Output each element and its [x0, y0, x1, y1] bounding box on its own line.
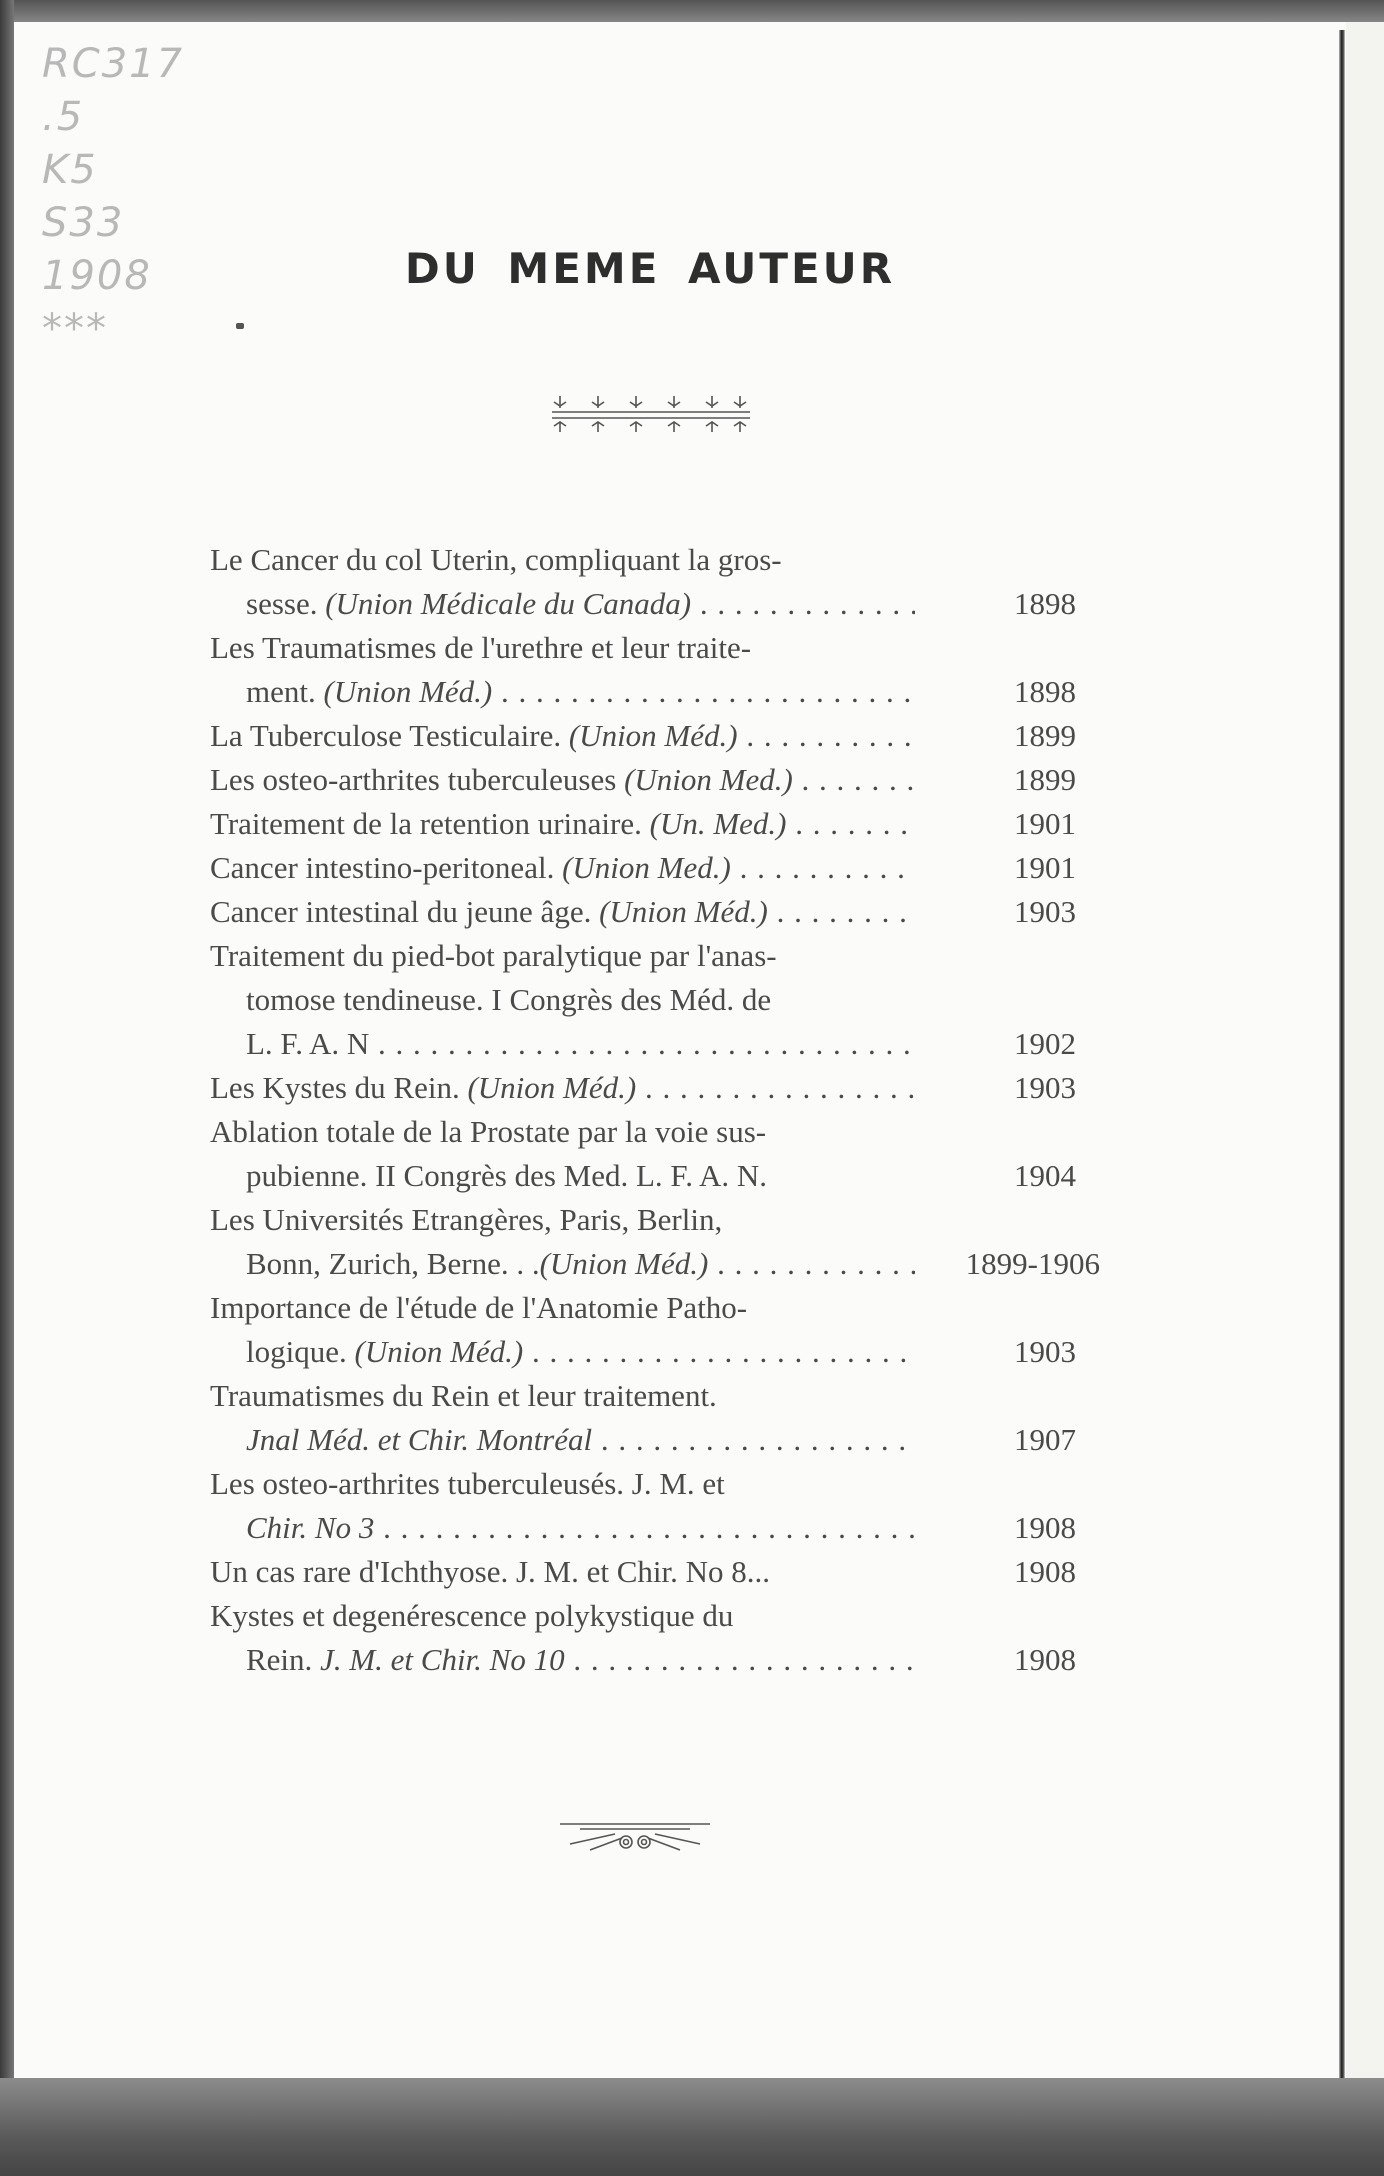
entry-text: Traitement du pied-bot paralytique par l'anas-	[210, 938, 777, 973]
entry-citation	[246, 670, 915, 714]
entry-text: Cancer intestinal du jeune âge.	[210, 894, 600, 929]
call-number-line: .5	[42, 94, 85, 140]
entry-source: (Union Méd.)	[323, 674, 493, 709]
entry-citation	[246, 1638, 915, 1682]
entry-text: Importance de l'étude de l'Anatomie Patho-	[210, 1290, 748, 1325]
bibliography-entry	[210, 758, 1090, 802]
entry-last-line	[210, 714, 1090, 758]
entry-text: Les Kystes du Rein.	[210, 1070, 468, 1105]
entry-year: 1902	[1014, 1026, 1076, 1061]
entry-source: (Union Méd.)	[568, 718, 738, 753]
entry-citation	[246, 1242, 915, 1286]
entry-last-line	[210, 802, 1090, 846]
entry-last-line	[210, 582, 1090, 626]
scan-top-edge	[0, 0, 1384, 24]
entry-line	[210, 1462, 1090, 1506]
entry-text: pubienne. II Congrès des Med. L. F. A. N.	[246, 1158, 768, 1193]
entry-line	[210, 626, 1090, 670]
bibliography-entry	[210, 1198, 1100, 1286]
entry-last-line	[210, 846, 1090, 890]
entry-text: Traumatismes du Rein et leur traitement.	[210, 1378, 717, 1413]
entry-last-line	[210, 1550, 1090, 1594]
entry-year: 1904	[1014, 1158, 1076, 1193]
bibliography-entry	[210, 1110, 1090, 1198]
page-title: DU MEME AUTEUR	[404, 244, 896, 293]
entry-line	[210, 934, 1090, 978]
entry-source: (Un. Med.)	[649, 806, 787, 841]
entry-last-line	[210, 1638, 1090, 1682]
entry-line	[210, 978, 1090, 1022]
entry-year: 1901	[1014, 850, 1076, 885]
call-number-line: RC317	[42, 41, 185, 87]
entry-year: 1903	[1014, 1334, 1076, 1369]
entry-citation	[210, 890, 915, 934]
bibliography-entry	[210, 1462, 1090, 1550]
bibliography-list	[210, 538, 1100, 1682]
entry-year: 1898	[1014, 586, 1076, 621]
entry-source: Chir. No 3	[246, 1510, 375, 1545]
entry-citation	[246, 1418, 915, 1462]
entry-last-line	[210, 1066, 1090, 1110]
entry-source: (Union Méd.)	[599, 894, 768, 929]
entry-text: ment.	[246, 674, 324, 709]
entry-source: Jnal Méd. et Chir. Montréal	[246, 1422, 593, 1457]
entry-text: Un cas rare d'Ichthyose. J. M. et Chir. No 8...	[210, 1554, 771, 1589]
entry-source: (Union Med.)	[624, 762, 793, 797]
call-number-line: ***	[42, 306, 108, 352]
bibliography-entry	[210, 890, 1090, 934]
entry-text: La Tuberculose Testiculaire.	[210, 718, 569, 753]
bibliography-entry	[210, 714, 1090, 758]
entry-last-line	[210, 670, 1090, 714]
entry-year: 1907	[1014, 1422, 1076, 1457]
scan-left-edge	[0, 0, 14, 2176]
entry-last-line	[210, 1330, 1090, 1374]
entry-citation	[246, 1330, 915, 1374]
entry-citation	[210, 714, 915, 758]
entry-last-line	[210, 1242, 1100, 1286]
entry-citation	[210, 1066, 915, 1110]
entry-year: 1908	[1014, 1642, 1076, 1677]
bibliography-entry	[210, 1594, 1090, 1682]
bibliography-entry	[210, 934, 1090, 1066]
entry-line	[210, 1594, 1090, 1638]
entry-text: Le Cancer du col Uterin, compliquant la gros-	[210, 542, 782, 577]
entry-source: (Union Méd.)	[467, 1070, 637, 1105]
entry-citation	[210, 758, 915, 802]
handwritten-call-number	[42, 38, 185, 356]
entry-citation	[246, 582, 915, 626]
entry-text: logique.	[246, 1334, 355, 1369]
entry-line	[210, 538, 1090, 582]
entry-text: Les osteo-arthrites tuberculeusés. J. M. et	[210, 1466, 725, 1501]
entry-citation	[246, 1022, 915, 1066]
entry-text: Kystes et degenérescence polykystique du	[210, 1598, 734, 1633]
entry-citation	[246, 1154, 915, 1198]
decorative-ornament-top	[548, 392, 754, 434]
entry-year: 1899-1906	[965, 1246, 1100, 1281]
entry-citation	[246, 1506, 915, 1550]
entry-source: (Union Méd.)	[354, 1334, 524, 1369]
call-number-line: S33	[42, 200, 125, 246]
call-number-line: 1908	[42, 253, 152, 299]
entry-text: sesse.	[246, 586, 326, 621]
entry-text: Les osteo-arthrites tuberculeuses	[210, 762, 625, 797]
ink-spot	[236, 323, 244, 329]
entry-last-line	[210, 1418, 1090, 1462]
entry-year: 1899	[1014, 762, 1076, 797]
bibliography-entry	[210, 1066, 1090, 1110]
entry-source: (Union Méd.)	[539, 1246, 709, 1281]
bibliography-entry	[210, 1286, 1090, 1374]
bibliography-entry	[210, 1550, 1090, 1594]
entry-line	[210, 1374, 1090, 1418]
entry-text: L. F. A. N	[246, 1026, 370, 1061]
entry-last-line	[210, 1506, 1090, 1550]
entry-text: Bonn, Zurich, Berne. . .	[246, 1246, 540, 1281]
call-number-line: K5	[42, 147, 98, 193]
entry-last-line	[210, 1154, 1090, 1198]
entry-text: tomose tendineuse. I Congrès des Méd. de	[246, 982, 772, 1017]
entry-year: 1908	[1014, 1554, 1076, 1589]
entry-text: Les Traumatismes de l'urethre et leur traite-	[210, 630, 752, 665]
entry-text: Ablation totale de la Prostate par la voie sus-	[210, 1114, 767, 1149]
decorative-ornament-bottom	[560, 1816, 710, 1852]
page-gutter	[1339, 30, 1345, 2080]
entry-line	[210, 1286, 1090, 1330]
bibliography-entry	[210, 626, 1090, 714]
entry-text: Traitement de la retention urinaire.	[210, 806, 650, 841]
entry-source: (Union Médicale du Canada)	[325, 586, 692, 621]
entry-citation	[210, 846, 915, 890]
scan-bottom-edge	[0, 2078, 1384, 2176]
entry-last-line	[210, 890, 1090, 934]
entry-text: Les Universités Etrangères, Paris, Berlin,	[210, 1202, 723, 1237]
entry-line	[210, 1110, 1090, 1154]
entry-year: 1903	[1014, 894, 1076, 929]
entry-text: Cancer intestino-peritoneal.	[210, 850, 563, 885]
entry-year: 1908	[1014, 1510, 1076, 1545]
bibliography-entry	[210, 846, 1090, 890]
entry-text: Rein.	[246, 1642, 321, 1677]
bibliography-entry	[210, 538, 1090, 626]
entry-citation	[210, 1550, 915, 1594]
entry-source: (Union Med.)	[562, 850, 731, 885]
entry-year: 1903	[1014, 1070, 1076, 1105]
entry-source: J. M. et Chir. No 10	[320, 1642, 565, 1677]
entry-citation	[210, 802, 915, 846]
bibliography-entry	[210, 802, 1090, 846]
bibliography-entry	[210, 1374, 1090, 1462]
entry-last-line	[210, 758, 1090, 802]
entry-year: 1901	[1014, 806, 1076, 841]
facing-page-edge	[1346, 22, 1384, 2080]
entry-year: 1899	[1014, 718, 1076, 753]
entry-last-line	[210, 1022, 1090, 1066]
entry-year: 1898	[1014, 674, 1076, 709]
entry-line	[210, 1198, 1090, 1242]
